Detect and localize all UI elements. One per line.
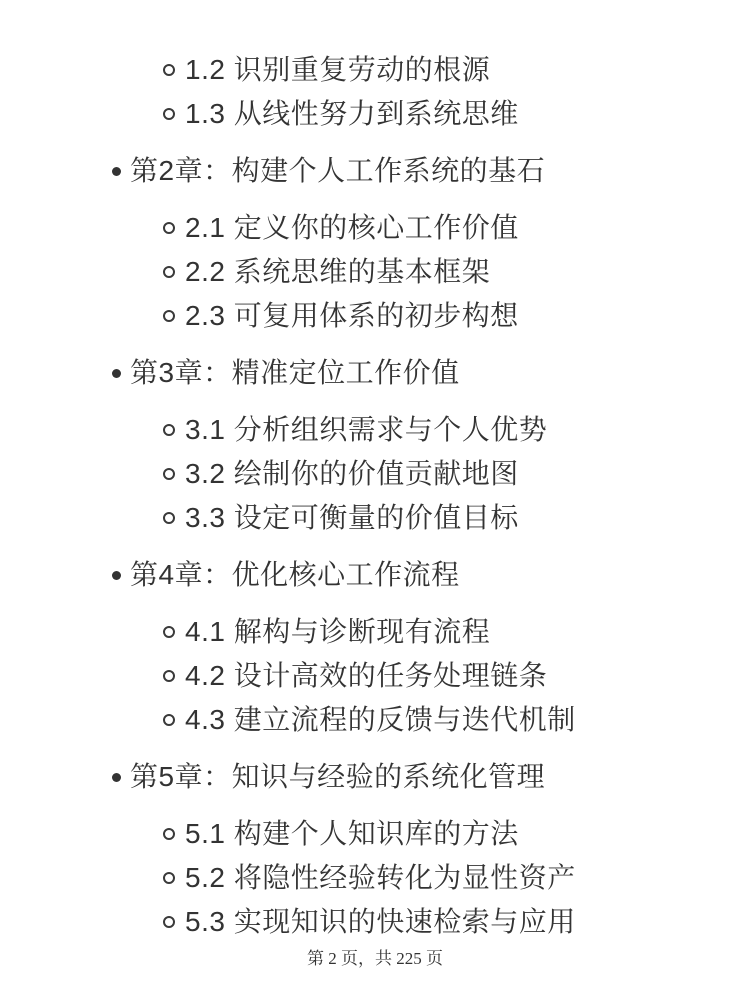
toc-subitem: 3.2 绘制你的价值贡献地图 (0, 456, 730, 492)
toc-subitem: 2.3 可复用体系的初步构想 (0, 298, 730, 334)
toc-subitem: 3.1 分析组织需求与个人优势 (0, 412, 730, 448)
toc-subitem: 2.2 系统思维的基本框架 (0, 254, 730, 290)
toc-subitem: 4.2 设计高效的任务处理链条 (0, 658, 730, 694)
toc-subitem: 1.2 识别重复劳动的根源 (0, 52, 730, 88)
toc-chapter: 第4章：优化核心工作流程 (0, 557, 730, 593)
toc-subitem: 5.1 构建个人知识库的方法 (0, 816, 730, 852)
toc-subitem: 4.3 建立流程的反馈与迭代机制 (0, 702, 730, 738)
page-footer (0, 950, 750, 968)
toc-subitem: 4.1 解构与诊断现有流程 (0, 614, 730, 650)
toc-subitem: 5.3 实现知识的快速检索与应用 (0, 904, 730, 940)
toc-subitem: 3.3 设定可衡量的价值目标 (0, 500, 730, 536)
toc-chapter: 第2章：构建个人工作系统的基石 (0, 153, 730, 189)
toc-subitem: 1.3 从线性努力到系统思维 (0, 96, 730, 132)
toc-subitem: 2.1 定义你的核心工作价值 (0, 210, 730, 246)
toc-subitem: 5.2 将隐性经验转化为显性资产 (0, 860, 730, 896)
page-indicator: 第 2 页，共 225 页 (307, 949, 443, 968)
toc-chapter: 第5章：知识与经验的系统化管理 (0, 759, 730, 795)
toc-chapter: 第3章：精准定位工作价值 (0, 355, 730, 391)
